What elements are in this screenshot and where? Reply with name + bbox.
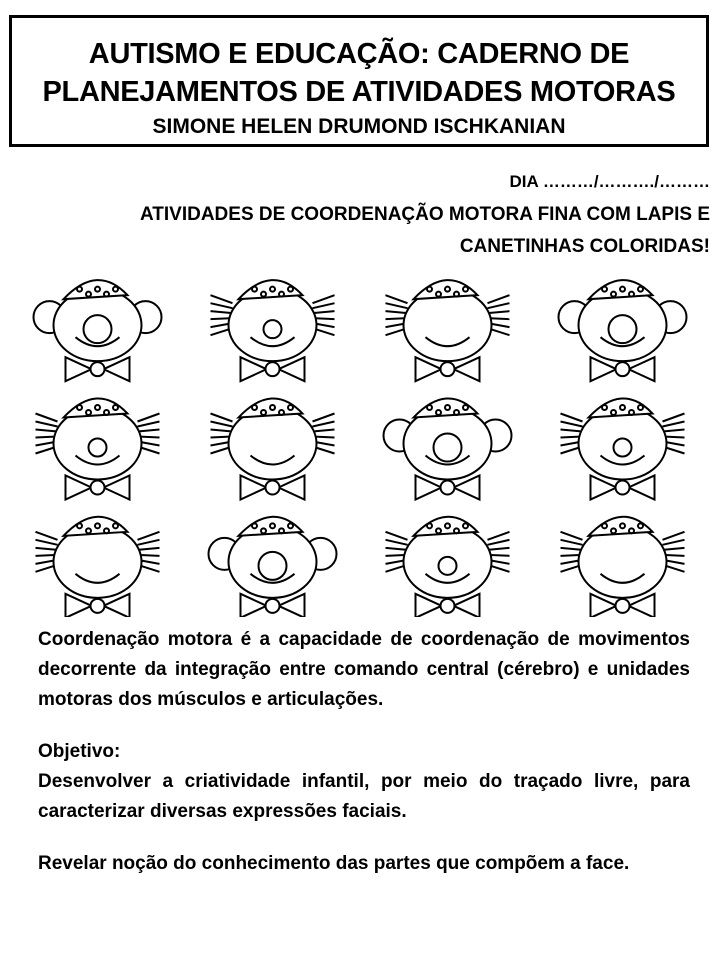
- author-name: SIMONE HELEN DRUMOND ISCHKANIAN: [152, 115, 566, 138]
- clown-face-icon: [211, 280, 335, 381]
- clown-face-icon: [559, 280, 687, 381]
- clown-face-icon: [34, 280, 162, 381]
- reveal-paragraph: Revelar noção do conhecimento das partes que compõem a face.: [38, 853, 630, 874]
- activity-title: [10, 199, 710, 263]
- objective-paragraph: Desenvolver a criatividade infantil, por meio do traçado livre, para caracterizar diversas expressões faciais.: [38, 771, 690, 822]
- clown-face-icon: [36, 517, 160, 617]
- document-title: [12, 35, 706, 111]
- clown-face-icon: [386, 517, 510, 617]
- clown-face-icon: [561, 517, 685, 617]
- faces-grid: [10, 262, 710, 617]
- clown-face-icon: [384, 398, 512, 499]
- content-text: [38, 625, 690, 879]
- activity-title-line-1: ATIVIDADES DE COORDENAÇÃO MOTORA FINA COM LAPIS E: [139, 204, 710, 225]
- header-box: [9, 15, 709, 147]
- activity-title-line-2: CANETINHAS COLORIDAS!: [459, 236, 710, 257]
- definition-paragraph: Coordenação motora é a capacidade de coordenação de movimentos decorrente da integração entre comando central (cérebro) e unidades motoras dos músculos e articulações.: [38, 629, 690, 710]
- date-line: DIA ………/………./………: [509, 172, 710, 191]
- clown-face-icon: [386, 280, 510, 381]
- title-line-1: AUTISMO E EDUCAÇÃO: CADERNO DE: [88, 38, 630, 70]
- title-line-2: PLANEJAMENTOS DE ATIVIDADES MOTORAS: [42, 76, 676, 108]
- clown-face-icon: [211, 398, 335, 499]
- objective-label: Objetivo:: [38, 741, 121, 762]
- faces-illustration: [10, 262, 710, 617]
- clown-face-icon: [209, 517, 337, 617]
- clown-face-icon: [36, 398, 160, 499]
- clown-face-icon: [561, 398, 685, 499]
